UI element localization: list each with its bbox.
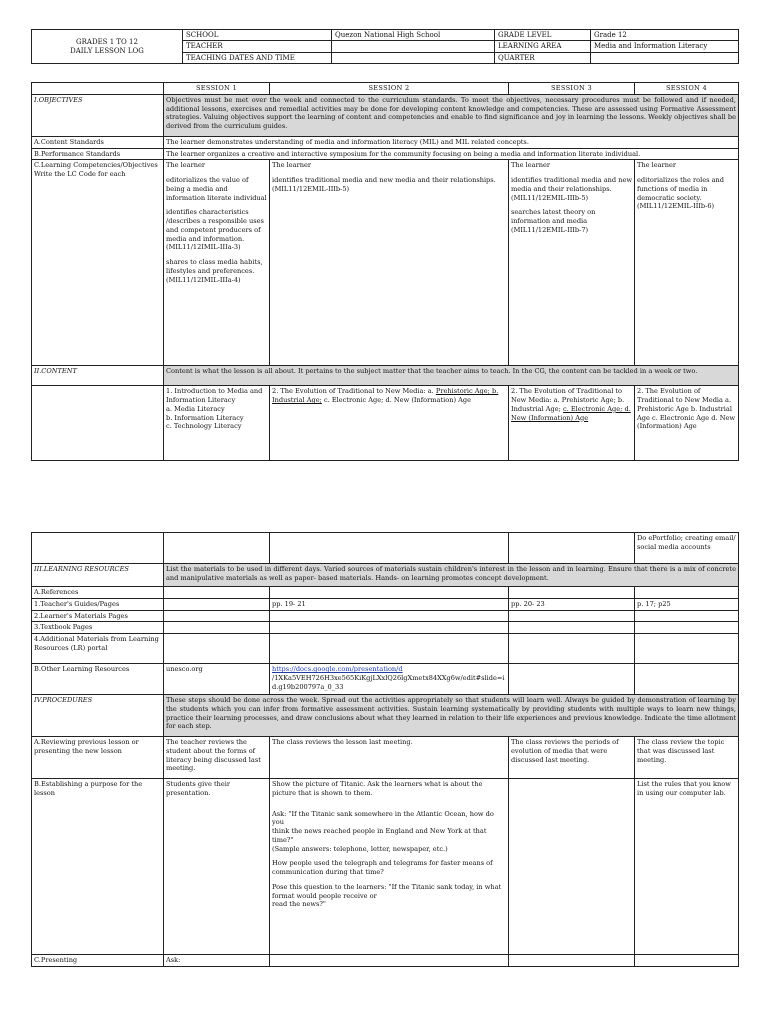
dates-value — [332, 52, 495, 63]
performance-standards-text: The learner organizes a creative and interactive symposium for the community focusing on being a media and information literate individual. — [164, 148, 739, 160]
competency-text: identifies traditional media and new media and their relationships. — [272, 176, 496, 185]
quarter-value — [591, 52, 739, 63]
blank — [270, 634, 509, 664]
competency-code: (MIL11/12IMIL-IIIa-3) — [166, 243, 241, 252]
step-a-label: A.Reviewing previous lesson or presenting the new lesson — [32, 737, 164, 779]
grade-label: GRADE LEVEL — [495, 30, 591, 41]
school-label: SCHOOL — [183, 30, 332, 41]
blank — [164, 622, 270, 634]
content-text: Content is what the lesson is all about. It pertains to the subject matter that the teacher aims to teach. In the CG, the content can be tackled in a week or two. — [164, 366, 739, 386]
competencies-label-line1: C.Learning Competencies/Objectives — [34, 161, 158, 170]
blank — [635, 955, 739, 967]
step-text: Show the picture of Titanic. Ask the learners what is about the picture that is shown to them. — [272, 780, 483, 797]
objectives-label: I.OBJECTIVES — [32, 94, 164, 136]
step-b-label: B.Establishing a purpose for the lesson — [32, 779, 164, 955]
competencies-s1 — [164, 160, 270, 366]
doc-title-line1: GRADES 1 TO 12 — [76, 38, 138, 47]
area-label: LEARNING AREA — [495, 41, 591, 52]
blank — [635, 634, 739, 664]
blank — [270, 533, 509, 564]
procedures-text: These steps should be done across the week. Spread out the activities appropriately so that students will learn well. Always be guided by demonstration of learning by the students which you can infer from formative assessment activities. Sustain learning systematically by providing students with multiple ways to learn new things, practice their learning processes, and draw conclusions about what they learned in relation to their life experiences and previous knowledge. Indicate the time allotment for each step. — [164, 695, 739, 737]
competency-code: (MIL11/12EMIL-IIIb-5) — [511, 193, 589, 202]
competencies-s2 — [270, 160, 509, 366]
blank — [509, 634, 635, 664]
blank — [509, 779, 635, 955]
content-item: c. Technology Literacy — [166, 422, 242, 431]
competency-code: (MIL11/12EMIL-IIIb-6) — [637, 202, 715, 211]
resources-label: III.LEARNING RESOURCES — [32, 564, 164, 587]
step-b-s1: Students give their presentation. — [164, 779, 270, 955]
blank — [164, 533, 270, 564]
content-standards-label: A.Content Standards — [32, 136, 164, 148]
lesson-table-top — [31, 82, 739, 461]
content-item: 2. The Evolution of Traditional to New Media: a. — [272, 387, 434, 396]
competency-text: The learner — [511, 161, 551, 170]
competency-text: The learner — [637, 161, 677, 170]
procedures-label: IV.PROCEDURES — [32, 695, 164, 737]
dates-label: TEACHING DATES AND TIME — [183, 52, 332, 63]
content-item: New (Information) Age — [511, 413, 589, 422]
content-item: 1. Introduction to Media and Information Literacy — [166, 387, 263, 405]
competencies-label — [32, 160, 164, 366]
blank — [164, 610, 270, 622]
step-text: Ask: "If the Titanic sank somewhere in the Atlantic Ocean, how do you think the news reached people in England and New York at that time?" (Sample answers: telephone, letter, newspaper, etc.) — [272, 809, 494, 853]
session-2-header: SESSION 2 — [270, 83, 509, 95]
step-b-s2 — [270, 779, 509, 955]
content-item: b. Information Literacy — [166, 413, 244, 422]
competency-text: shares to class media habits, lifestyles and preferences. — [166, 258, 263, 275]
additional-label: 4.Additional Materials from Learning Resources (LR) portal — [32, 634, 164, 664]
competencies-label-line2: Write the LC Code for each — [34, 170, 126, 179]
blank — [164, 634, 270, 664]
competency-text: identifies characteristics /describes a responsible uses and competent producers of media and information. — [166, 208, 264, 243]
blank — [270, 955, 509, 967]
objectives-text: Objectives must be met over the week and connected to the curriculum standards. To meet the objectives, necessary procedures must be followed and if needed, additional lessons, exercises and remedial activities may be done for developing content knowledge and competencies. These are assessed using Formative Assessment strategies. Valuing objectives support the learning of content and competencies and enable to find significance and joy in learning the lessons. Weekly objectives shall be derived from the curriculum guides. — [164, 94, 739, 136]
school-value: Quezon National High School — [332, 30, 495, 41]
competency-code: (MIL11/12EMIL-IIIb-5) — [272, 184, 350, 193]
content-item: Prehistoric Age; b. Industrial Age; — [511, 396, 625, 413]
blank — [635, 664, 739, 695]
blank — [164, 598, 270, 610]
blank — [509, 533, 635, 564]
session-3-header: SESSION 3 — [509, 83, 635, 95]
references-label: A.References — [32, 587, 164, 599]
content-item: Prehistoric Age; b. Industrial Age; — [272, 387, 499, 405]
step-text: How people used the telegraph and telegrams for faster means of communication during that time? — [272, 859, 493, 877]
other-s1: unesco.org — [164, 664, 270, 695]
competency-text: identifies traditional media and new media and their relationships. — [511, 176, 632, 193]
sessions-corner — [32, 83, 164, 95]
competencies-s3 — [509, 160, 635, 366]
area-value: Media and Information Literacy — [591, 41, 739, 52]
lesson-table-bottom — [31, 532, 739, 967]
resources-top-s4: Do ePortfolio; creating email/ social media accounts — [635, 533, 739, 564]
step-c-label: C.Presenting — [32, 955, 164, 967]
content-empty — [32, 386, 164, 461]
guides-s4: p. 17; p25 — [635, 598, 739, 610]
session-1-header: SESSION 1 — [164, 83, 270, 95]
guides-s3: pp. 20- 23 — [509, 598, 635, 610]
learners-label: 2.Learner's Materials Pages — [32, 610, 164, 622]
competency-code: (MIL11/12EMIL-IIIb-7) — [511, 225, 589, 234]
step-text: Pose this question to the learners: "If the Titanic sank today, in what format would people receive or read the news?" — [272, 882, 502, 909]
blank — [32, 533, 164, 564]
blank — [509, 622, 635, 634]
competency-text: The learner — [272, 161, 312, 170]
content-s1 — [164, 386, 270, 461]
content-s2 — [270, 386, 509, 461]
header-table — [31, 29, 739, 64]
session-4-header: SESSION 4 — [635, 83, 739, 95]
content-label: II.CONTENT — [32, 366, 164, 386]
blank — [635, 622, 739, 634]
blank — [270, 610, 509, 622]
step-a-s4: The class review the topic that was discussed last meeting. — [635, 737, 739, 779]
blank — [509, 587, 635, 599]
guides-label: 1.Teacher's Guides/Pages — [32, 598, 164, 610]
content-standards-text: The learner demonstrates understanding of media and information literacy (MIL) and MIL related concepts. — [164, 136, 739, 148]
competency-text: editorializes the value of being a media and information literate individual — [166, 176, 267, 202]
competency-text: editorializes the roles and functions of media in democratic society. — [637, 176, 725, 202]
content-item: a. Media Literacy — [166, 404, 225, 413]
blank — [635, 610, 739, 622]
teacher-label: TEACHER — [183, 41, 332, 52]
blank — [164, 587, 270, 599]
blank — [509, 610, 635, 622]
step-a-s1: The teacher reviews the student about the forms of literacy being discussed last meeting. — [164, 737, 270, 779]
step-a-s3: The class reviews the periods of evolution of media that were discussed last meeting. — [509, 737, 635, 779]
performance-standards-label: B.Performance Standards — [32, 148, 164, 160]
content-item: c. Electronic Age; d. New (Information) Age — [323, 396, 472, 405]
blank — [509, 955, 635, 967]
blank — [270, 622, 509, 634]
content-item: c. Electronic Age; d. — [562, 404, 631, 413]
content-item: 2. The Evolution of Traditional to New Media: a. — [511, 387, 623, 405]
step-b-s4: List the rules that you know in using our computer lab. — [635, 779, 739, 955]
blank — [270, 587, 509, 599]
grade-value: Grade 12 — [591, 30, 739, 41]
quarter-label: QUARTER — [495, 52, 591, 63]
blank — [509, 664, 635, 695]
presentation-link-rest: /1XKa5VEH726H3xe565KiKgjLXxlQ26lgXmetx84XXg6w/edit#slide=id.g19b200797a_0_33 — [272, 673, 505, 691]
competencies-s4 — [635, 160, 739, 366]
competency-code: (MIL11/12IMIL-IIIa-4) — [166, 275, 241, 284]
textbook-label: 3.Textbook Pages — [32, 622, 164, 634]
teacher-value — [332, 41, 495, 52]
doc-title — [32, 30, 183, 64]
doc-title-line2: DAILY LESSON LOG — [70, 46, 144, 55]
resources-text: List the materials to be used in different days. Varied sources of materials sustain children's interest in the lesson and in learning. Ensure that there is a mix of concrete and manipulative materials as well as paper- based materials. Hands- on learning promotes concept development. — [164, 564, 739, 587]
other-label: B.Other Learning Resources — [32, 664, 164, 695]
competency-text: searches latest theory on information and media — [511, 208, 596, 226]
step-c-s1: Ask: — [164, 955, 270, 967]
blank — [635, 587, 739, 599]
presentation-link[interactable]: https://docs.google.com/presentation/d — [272, 665, 403, 674]
competency-text: The learner — [166, 161, 206, 170]
other-s2 — [270, 664, 509, 695]
step-a-s2: The class reviews the lesson last meeting. — [270, 737, 509, 779]
content-s4: 2. The Evolution of Traditional to New Media a. Prehistoric Age b. Industrial Age c. Electronic Age d. New (Information) Age — [635, 386, 739, 461]
guides-s2: pp. 19- 21 — [270, 598, 509, 610]
content-s3 — [509, 386, 635, 461]
